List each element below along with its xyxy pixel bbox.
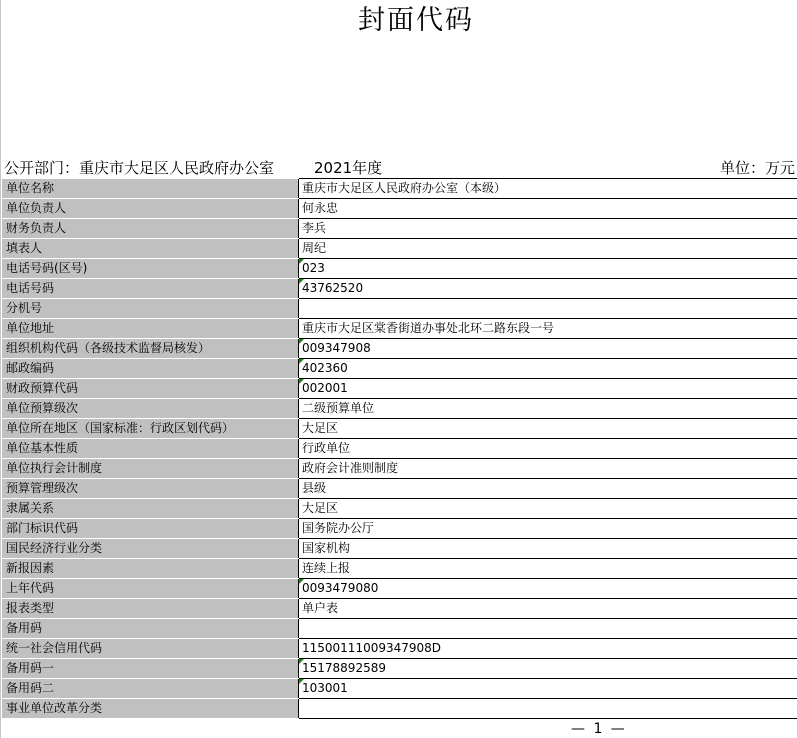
text-number-indicator-icon xyxy=(299,579,304,584)
field-value-cell[interactable] xyxy=(299,239,797,259)
field-label: 备用码 xyxy=(3,619,299,639)
field-value-cell[interactable] xyxy=(299,379,797,399)
field-value: 43762520 xyxy=(302,281,364,295)
page-title: 封面代码 xyxy=(358,5,474,36)
field-value-cell[interactable] xyxy=(299,699,797,719)
field-value-cell[interactable] xyxy=(299,659,797,679)
field-value-cell[interactable] xyxy=(299,459,797,479)
field-label: 财务负责人 xyxy=(3,219,299,239)
field-value-cell[interactable] xyxy=(299,259,797,279)
text-number-indicator-icon xyxy=(299,659,304,664)
field-value-cell[interactable] xyxy=(299,199,797,219)
field-value-cell[interactable] xyxy=(299,359,797,379)
field-value: 402360 xyxy=(302,361,348,375)
table-row xyxy=(3,679,797,699)
field-value: 15178892589 xyxy=(302,661,386,675)
field-value-cell[interactable] xyxy=(299,399,797,419)
table-row xyxy=(3,539,797,559)
field-value-cell[interactable] xyxy=(299,219,797,239)
field-label: 单位名称 xyxy=(3,179,299,199)
table-row xyxy=(3,199,797,219)
table-row xyxy=(3,319,797,339)
table-row xyxy=(3,579,797,599)
text-number-indicator-icon xyxy=(299,339,304,344)
field-value-cell[interactable] xyxy=(299,539,797,559)
field-value: 009347908 xyxy=(302,341,371,355)
table-row xyxy=(3,179,797,199)
field-label: 电话号码 xyxy=(3,279,299,299)
field-value-cell[interactable] xyxy=(299,179,797,199)
field-label: 统一社会信用代码 xyxy=(3,639,299,659)
field-value: 103001 xyxy=(302,681,348,695)
table-row xyxy=(3,699,797,719)
field-value-cell[interactable] xyxy=(299,639,797,659)
department-label: 公开部门：重庆市大足区人民政府办公室 xyxy=(4,159,275,177)
field-label: 报表类型 xyxy=(3,599,299,619)
field-label: 备用码一 xyxy=(3,659,299,679)
table-row xyxy=(3,379,797,399)
field-value-cell[interactable] xyxy=(299,339,797,359)
field-value: 二级预算单位 xyxy=(302,401,375,415)
field-value-cell[interactable] xyxy=(299,279,797,299)
table-row xyxy=(3,619,797,639)
field-value: 政府会计准则制度 xyxy=(302,461,399,475)
table-row xyxy=(3,459,797,479)
field-value-cell[interactable] xyxy=(299,559,797,579)
unit-label: 单位：万元 xyxy=(719,159,795,177)
field-value-cell[interactable] xyxy=(299,319,797,339)
field-value: 单户表 xyxy=(302,601,339,615)
field-value: 行政单位 xyxy=(302,441,351,455)
table-row xyxy=(3,219,797,239)
text-number-indicator-icon xyxy=(299,279,304,284)
table-row xyxy=(3,279,797,299)
table-row xyxy=(3,439,797,459)
field-value: 023 xyxy=(302,261,325,275)
field-label: 填表人 xyxy=(3,239,299,259)
field-label: 部门标识代码 xyxy=(3,519,299,539)
field-value: 重庆市大足区棠香街道办事处北环二路东段一号 xyxy=(302,321,555,335)
field-value: 0093479080 xyxy=(302,581,379,595)
table-row xyxy=(3,559,797,579)
field-label: 上年代码 xyxy=(3,579,299,599)
table-row xyxy=(3,639,797,659)
field-value: 连续上报 xyxy=(302,561,351,575)
field-label: 分机号 xyxy=(3,299,299,319)
text-number-indicator-icon xyxy=(299,679,304,684)
field-label: 单位所在地区（国家标准：行政区划代码） xyxy=(3,419,299,439)
table-row xyxy=(3,299,797,319)
field-label: 隶属关系 xyxy=(3,499,299,519)
field-value-cell[interactable] xyxy=(299,299,797,319)
field-value: 大足区 xyxy=(302,501,339,515)
field-value: 何永忠 xyxy=(302,201,339,215)
field-value: 国家机构 xyxy=(302,541,351,555)
field-label: 新报因素 xyxy=(3,559,299,579)
field-label: 单位负责人 xyxy=(3,199,299,219)
field-value-cell[interactable] xyxy=(299,479,797,499)
field-label: 单位预算级次 xyxy=(3,399,299,419)
table-row xyxy=(3,519,797,539)
cover-code-table xyxy=(2,178,797,719)
page-number: — 1 — xyxy=(571,721,627,737)
text-number-indicator-icon xyxy=(299,379,304,384)
report-header xyxy=(4,158,796,178)
field-value: 大足区 xyxy=(302,421,339,435)
table-row xyxy=(3,359,797,379)
field-value-cell[interactable] xyxy=(299,439,797,459)
field-value-cell[interactable] xyxy=(299,499,797,519)
table-row xyxy=(3,419,797,439)
field-value: 国务院办公厅 xyxy=(302,521,375,535)
text-number-indicator-icon xyxy=(299,259,304,264)
field-value: 李兵 xyxy=(302,221,327,235)
field-value-cell[interactable] xyxy=(299,679,797,699)
table-row xyxy=(3,239,797,259)
field-value: 重庆市大足区人民政府办公室（本级） xyxy=(302,181,507,195)
field-value-cell[interactable] xyxy=(299,519,797,539)
field-label: 单位执行会计制度 xyxy=(3,459,299,479)
field-value-cell[interactable] xyxy=(299,419,797,439)
field-label: 邮政编码 xyxy=(3,359,299,379)
field-value-cell[interactable] xyxy=(299,619,797,639)
field-value-cell[interactable] xyxy=(299,579,797,599)
field-label: 单位基本性质 xyxy=(3,439,299,459)
field-label: 电话号码(区号) xyxy=(3,259,299,279)
field-value: 县级 xyxy=(302,481,327,495)
field-label: 备用码二 xyxy=(3,679,299,699)
field-value-cell[interactable] xyxy=(299,599,797,619)
year-label: 2021年度 xyxy=(314,159,383,177)
text-number-indicator-icon xyxy=(299,359,304,364)
field-value: 002001 xyxy=(302,381,348,395)
table-row xyxy=(3,499,797,519)
field-label: 组织机构代码（各级技术监督局核发） xyxy=(3,339,299,359)
table-row xyxy=(3,339,797,359)
field-label: 单位地址 xyxy=(3,319,299,339)
table-row xyxy=(3,659,797,679)
table-row xyxy=(3,599,797,619)
field-value: 11500111009347908D xyxy=(302,641,442,655)
field-label: 事业单位改革分类 xyxy=(3,699,299,719)
table-row xyxy=(3,399,797,419)
table-row xyxy=(3,259,797,279)
table-row xyxy=(3,479,797,499)
field-value: 周纪 xyxy=(302,241,327,255)
field-label: 预算管理级次 xyxy=(3,479,299,499)
field-label: 财政预算代码 xyxy=(3,379,299,399)
field-label: 国民经济行业分类 xyxy=(3,539,299,559)
